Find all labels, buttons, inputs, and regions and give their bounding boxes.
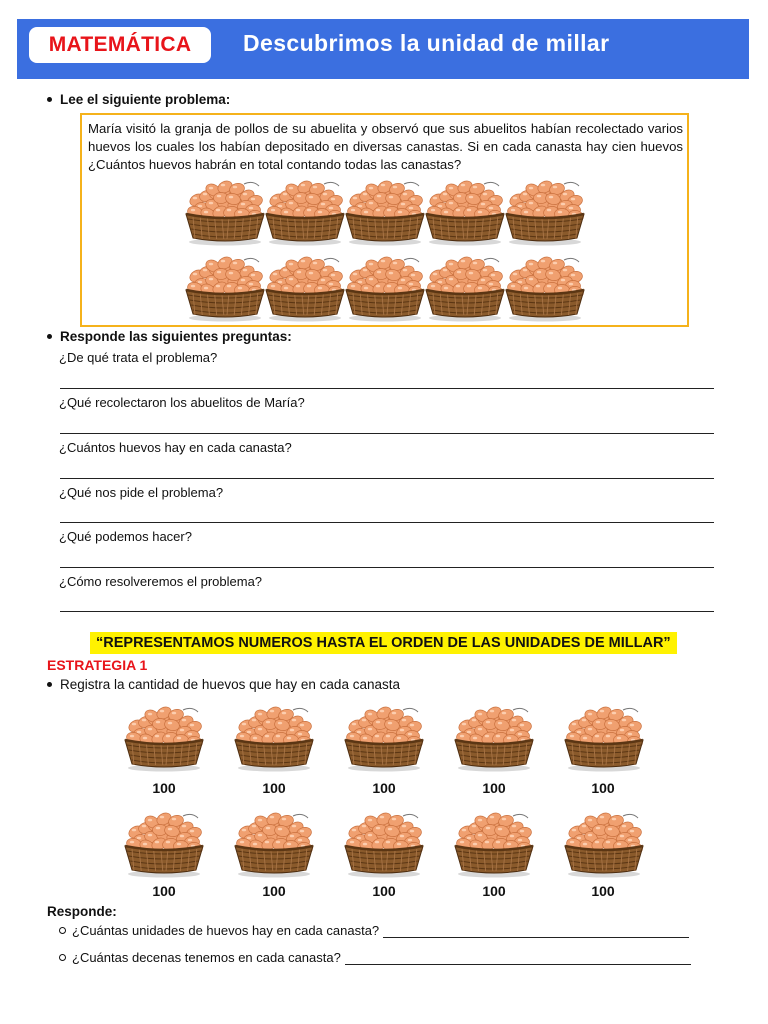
- question-1: ¿De qué trata el problema?: [59, 350, 218, 365]
- answer-line-3[interactable]: [60, 478, 714, 479]
- basket-count-1: 100: [152, 780, 176, 796]
- egg-basket-icon: [562, 806, 646, 878]
- egg-basket-icon: [232, 700, 316, 772]
- question-4: ¿Qué nos pide el problema?: [59, 485, 224, 500]
- basket-count-7: 100: [262, 883, 286, 899]
- egg-basket-icon: [183, 250, 267, 322]
- basket-count-6: 100: [152, 883, 176, 899]
- header-bar: [17, 19, 749, 79]
- answer-line-5[interactable]: [60, 567, 714, 568]
- basket-count-4: 100: [482, 780, 506, 796]
- question-3: ¿Cuántos huevos hay en cada canasta?: [59, 440, 292, 455]
- egg-basket-icon: [343, 174, 427, 246]
- bullet-icon: [47, 334, 52, 339]
- egg-basket-icon: [183, 174, 267, 246]
- answer-blank-1[interactable]: [383, 926, 689, 938]
- answer-line-2[interactable]: [60, 433, 714, 434]
- egg-basket-icon: [263, 250, 347, 322]
- bullet-icon: [47, 682, 52, 687]
- problem-heading: Lee el siguiente problema:: [47, 92, 230, 107]
- egg-basket-icon: [122, 700, 206, 772]
- egg-basket-icon: [342, 700, 426, 772]
- egg-basket-icon: [423, 250, 507, 322]
- egg-basket-icon: [232, 806, 316, 878]
- instruction: Registra la cantidad de huevos que hay en cada canasta: [47, 677, 400, 692]
- egg-basket-icon: [263, 174, 347, 246]
- egg-basket-icon: [452, 806, 536, 878]
- strategy-label: ESTRATEGIA 1: [47, 657, 148, 673]
- egg-basket-icon: [122, 806, 206, 878]
- egg-basket-icon: [503, 174, 587, 246]
- answer-line-6[interactable]: [60, 611, 714, 612]
- page-title: Descubrimos la unidad de millar: [243, 30, 610, 56]
- egg-basket-icon: [423, 174, 507, 246]
- basket-count-9: 100: [482, 883, 506, 899]
- basket-count-10: 100: [591, 883, 615, 899]
- basket-count-5: 100: [591, 780, 615, 796]
- problem-text: María visitó la granja de pollos de su abuelita y observó que sus abuelitos habían recolectado varios huevos los cuales los habían depositado en diversas canastas. Si en cada canasta hay cien huevos ¿Cuántos huevos habrán en total contando todas las canastas?: [88, 121, 683, 172]
- question-5: ¿Qué podemos hacer?: [59, 529, 192, 544]
- egg-basket-icon: [503, 250, 587, 322]
- egg-basket-icon: [343, 250, 427, 322]
- answer-line-4[interactable]: [60, 522, 714, 523]
- egg-basket-icon: [452, 700, 536, 772]
- answer-blank-2[interactable]: [345, 953, 691, 965]
- question-6: ¿Cómo resolveremos el problema?: [59, 574, 263, 589]
- responde-item-2: ¿Cuántas decenas tenemos en cada canasta?: [59, 950, 691, 965]
- egg-basket-icon: [342, 806, 426, 878]
- basket-count-2: 100: [262, 780, 286, 796]
- basket-count-3: 100: [372, 780, 396, 796]
- subject-badge: MATEMÁTICA: [29, 27, 211, 63]
- question-2: ¿Qué recolectaron los abuelitos de María?: [59, 395, 305, 410]
- egg-basket-icon: [562, 700, 646, 772]
- basket-count-8: 100: [372, 883, 396, 899]
- bullet-icon: [47, 97, 52, 102]
- responde-item-1: ¿Cuántas unidades de huevos hay en cada canasta?: [59, 923, 689, 938]
- responde-heading: Responde:: [47, 904, 117, 919]
- answer-line-1[interactable]: [60, 388, 714, 389]
- questions-heading: Responde las siguientes preguntas:: [47, 329, 292, 344]
- circle-bullet-icon: [59, 954, 66, 961]
- section-banner: “REPRESENTAMOS NUMEROS HASTA EL ORDEN DE LAS UNIDADES DE MILLAR”: [90, 632, 677, 654]
- circle-bullet-icon: [59, 927, 66, 934]
